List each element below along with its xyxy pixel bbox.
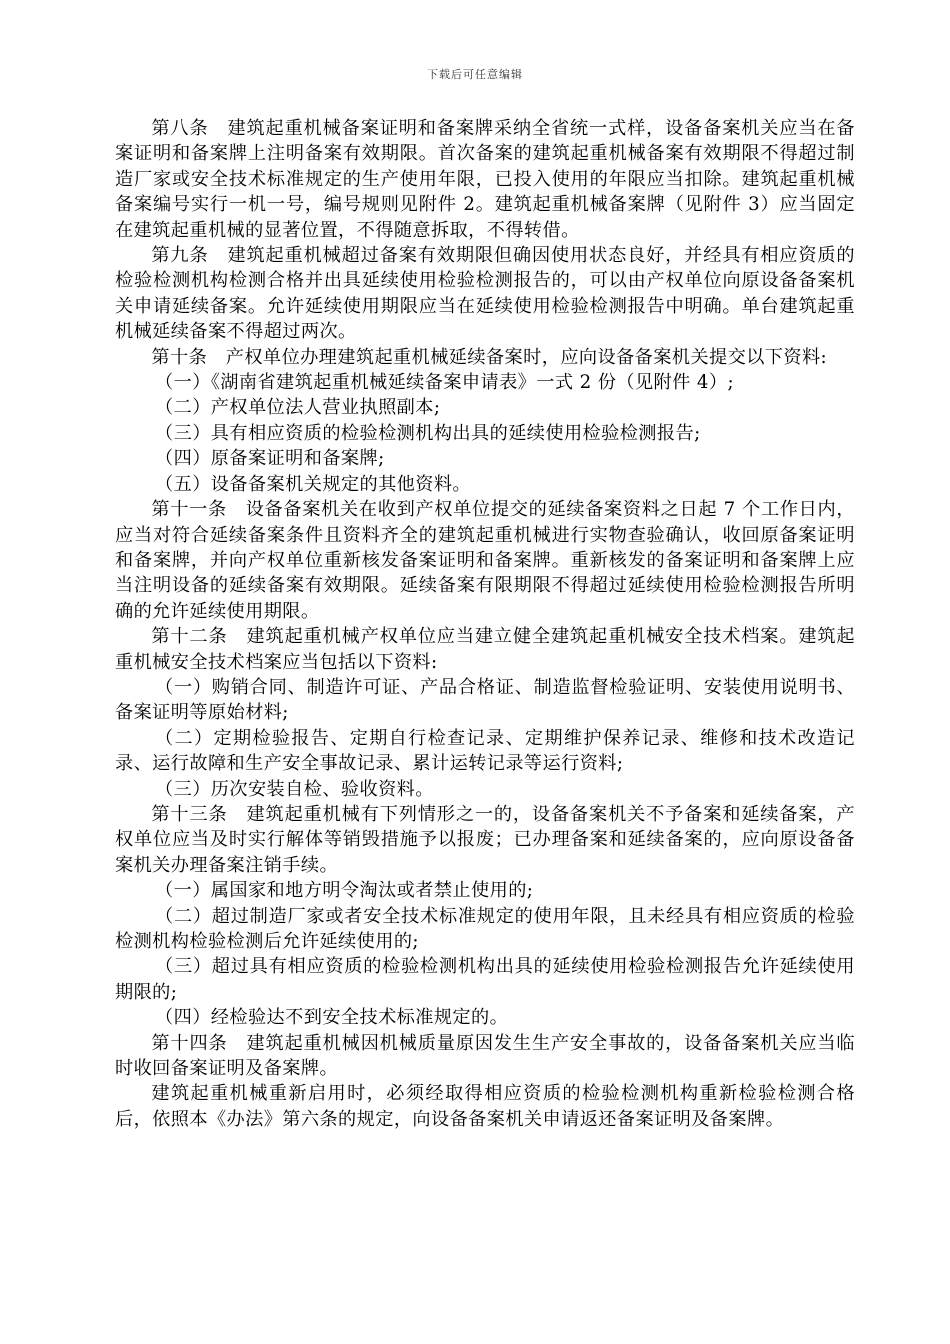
document-body bbox=[115, 116, 855, 1132]
article-12: 第十二条 建筑起重机械产权单位应当建立健全建筑起重机械安全技术档案。建筑起重机械安全技术档案应当包括以下资料: bbox=[115, 626, 855, 673]
article-12-item-3: （三）历次安装自检、验收资料。 bbox=[155, 778, 434, 800]
article-9: 第九条 建筑起重机械超过备案有效期限但确因使用状态良好，并经具有相应资质的检验检测机构检测合格并出具延续使用检验检测报告的，可以由产权单位向原设备备案机关申请延续备案。允许延续使用期限应当在延续使用检验检测报告中明确。单台建筑起重机械延续备案不得超过两次。 bbox=[115, 245, 855, 343]
article-10-item-5: （五）设备备案机关规定的其他资料。 bbox=[155, 473, 472, 495]
header-note: 下载后可任意编辑 bbox=[427, 68, 523, 81]
article-13-item-3: （三）超过具有相应资质的检验检测机构出具的延续使用检验检测报告允许延续使用期限的; bbox=[115, 956, 855, 1003]
article-8: 第八条 建筑起重机械备案证明和备案牌采纳全省统一式样，设备备案机关应当在备案证明和备案牌上注明备案有效期限。首次备案的建筑起重机械备案有效期限不得超过制造厂家或安全技术标准规定的生产使用年限，已投入使用的年限应当扣除。建筑起重机械备案编号实行一机一号，编号规则见附件 2。建筑起重机械备案牌（见附件 3）应当固定在建筑起重机械的显著位置，不得随意拆取，不得转借。 bbox=[115, 118, 855, 241]
article-10-item-4: （四）原备案证明和备案牌; bbox=[155, 448, 385, 470]
article-12-item-2: （二）定期检验报告、定期自行检查记录、定期维护保养记录、维修和技术改造记录、运行故障和生产安全事故记录、累计运转记录等运行资料; bbox=[115, 727, 855, 775]
article-14: 第十四条 建筑起重机械因机械质量原因发生生产安全事故的，设备备案机关应当临时收回备案证明及备案牌。 bbox=[115, 1032, 855, 1080]
article-14-paragraph-2: 建筑起重机械重新启用时，必须经取得相应资质的检验检测机构重新检验检测合格后，依照本《办法》第六条的规定，向设备备案机关申请返还备案证明及备案牌。 bbox=[115, 1083, 855, 1130]
article-12-item-1: （一）购销合同、制造许可证、产品合格证、制造监督检验证明、安装使用说明书、备案证明等原始材料; bbox=[115, 676, 855, 724]
article-10-item-3: （三）具有相应资质的检验检测机构出具的延续使用检验检测报告; bbox=[155, 422, 701, 444]
article-11: 第十一条 设备备案机关在收到产权单位提交的延续备案资料之日起 7 个工作日内，应当对符合延续备案条件且资料齐全的建筑起重机械进行实物查验确认，收回原备案证明和备案牌，并向产权单位重新核发备案证明和备案牌。重新核发的备案证明和备案牌上应当注明设备的延续备案有效期限。延续备案有限期限不得超过延续使用检验检测报告所明确的允许延续使用期限。 bbox=[115, 499, 855, 622]
article-13: 第十三条 建筑起重机械有下列情形之一的，设备备案机关不予备案和延续备案，产权单位应当及时实行解体等销毁措施予以报废；已办理备案和延续备案的，应向原设备备案机关办理备案注销手续。 bbox=[115, 803, 855, 876]
article-13-item-2: （二）超过制造厂家或者安全技术标准规定的使用年限，且未经具有相应资质的检验检测机构检验检测后允许延续使用的; bbox=[115, 905, 855, 952]
article-10-item-2: （二）产权单位法人营业执照副本; bbox=[155, 397, 441, 419]
article-13-item-4: （四）经检验达不到安全技术标准规定的。 bbox=[155, 1007, 509, 1029]
article-10: 第十条 产权单位办理建筑起重机械延续备案时，应向设备备案机关提交以下资料: bbox=[151, 346, 828, 368]
article-10-item-1: （一）《湖南省建筑起重机械延续备案申请表》一式 2 份（见附件 4）; bbox=[155, 372, 734, 394]
article-13-item-1: （一）属国家和地方明令淘汰或者禁止使用的; bbox=[155, 880, 534, 902]
